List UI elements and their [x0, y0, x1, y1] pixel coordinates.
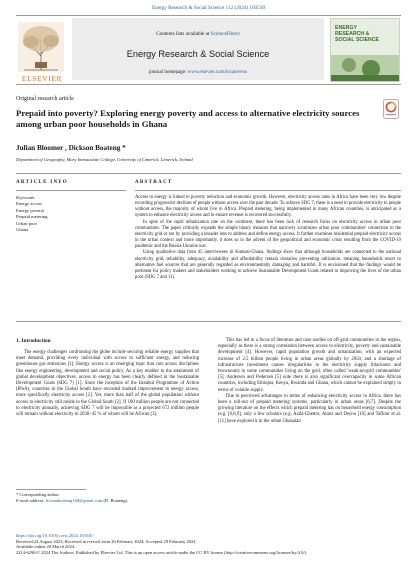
article-type: Original research article	[16, 96, 74, 102]
section-heading: 1. Introduction	[16, 338, 51, 344]
body-column-left	[16, 350, 199, 418]
body-column-right	[218, 338, 401, 425]
author-list[interactable]: Julian Bloomer , Dickson Boateng *	[16, 144, 126, 152]
check-for-updates-icon[interactable]	[383, 99, 399, 119]
article-info-heading: ARTICLE INFO	[16, 180, 68, 185]
elsevier-tree-logo	[18, 22, 64, 78]
abstract-paragraph: In spite of the rapid urbanization rate on the continent, there has been lack of research focus on electricity access in urban poor communities. The paper critically expands the simple binary measure that narrowly scrutinizes urban poor communities' connection to the electricity grid or not by providing a broader lens to address and define energy access. It further examines residential prepaid electricity access in the urban context and more importantly, it does so in the advent of the geopolitical and economic crisis resulting from the COVID-19 pandemic and the Russia-Ukraine war.	[135, 219, 401, 250]
divider	[16, 321, 401, 322]
keyword: Energy poverty	[16, 207, 45, 213]
contents-line	[72, 31, 324, 37]
homepage-prefix: journal homepage:	[149, 70, 188, 75]
abstract-body	[135, 195, 401, 281]
email-line	[16, 498, 216, 504]
doi-link[interactable]: https://doi.org/10.1016/j.erss.2024.103530	[16, 533, 93, 538]
footnote	[16, 492, 216, 504]
cover-title: ENERGY RESEARCH & SOCIAL SCIENCE	[335, 25, 380, 43]
email-label: E-mail address:	[16, 498, 45, 504]
license-line: 2214-6296/© 2024 The Authors. Published by Elsevier Ltd. This is an open access article under the CC BY license (http://creativecommons.org/licenses/by/4.0/).	[16, 549, 308, 555]
keyword: Prepaid metering	[16, 214, 48, 220]
sciencedirect-link[interactable]: ScienceDirect	[210, 31, 240, 37]
keyword: Urban poor	[16, 220, 38, 226]
journal-cover-thumbnail	[330, 18, 400, 82]
abstract-paragraph: Using qualitative data from 45 interviewees in Kumasi-Ghana, findings show that although households are connected to the national electricity grid, reliability, adequacy, availability and affordability remain obstacles preventing utilization, meaning households resort to alternative fuel sources that are generally regarded as environmentally damaging and harmful. It is envisioned that the findings would be pertinent for policy makers and stakeholders working to achieve Sustainable Development Goals related to improving the lives of the urban poor (SDG 7 and 11).	[135, 250, 401, 281]
abstract-paragraph: Access to energy is linked to poverty reduction and economic growth. However, electricity access rates in Africa have been very low despite recording progressive declines of people without access over the past decade. To achieve SDG 7, there is a need to provide electricity to people without access, the majority of whom live in Africa. Prepaid metering, being implemented in many African countries, is anticipated as a system to enhance electricity access and to ensure revenue is recovered successfully.	[135, 195, 401, 219]
publisher-name: ELSEVIER	[21, 74, 63, 83]
divider	[135, 190, 401, 191]
homepage-link[interactable]: www.elsevier.com/locate/erss	[187, 70, 247, 75]
received-dates: Received 24 August 2023; Received in revised form 26 February 2024; Accepted 29 February 2024	[16, 538, 196, 544]
journal-reference[interactable]: Energy Research & Social Science 112 (2024) 103530	[151, 5, 266, 11]
corresponding-author-note: * Corresponding author.	[16, 492, 60, 497]
divider	[16, 173, 401, 174]
journal-title: Energy Research & Social Science	[126, 49, 270, 59]
available-online: Available online 20 March 2024	[16, 544, 75, 550]
abstract-heading: ABSTRACT	[135, 180, 173, 185]
keywords-label: Keywords:	[16, 195, 36, 200]
body-paragraph: The energy challenges confronting the globe include securing reliable energy supplies that meet demand, providing every individual with access to sufficient energy, and reducing greenhouse gas emissions [1]. Energy access is an emerging topic that cuts across disciplines like energy engineering, development and social policy. As a key enabler to the attainment of global development objectives, access to energy has been clearly defined in the Sustainable Development Goals (SDG 7) [1]. Since the inception of the Istanbul Programme of Action (IPoA), countries in the Global South have recorded marked improvement in energy access, more specifically electricity access [2]. Yet, more than half of the global population without access to electricity still reside in the Global South [2]. If 100 million people are not connected to electricity annually, achieving SDG 7 will be impossible as a projected 672 million people will remain without electricity in 2030–45 % of whom will be African [3].	[16, 350, 199, 418]
keyword: Ghana	[16, 227, 28, 233]
cover-art	[331, 55, 399, 81]
paper-title: Prepaid into poverty? Exploring energy poverty and access to alternative electricity sources among urban poor households in Ghana	[16, 108, 360, 129]
publication-metadata	[16, 533, 406, 555]
divider	[16, 190, 126, 191]
body-paragraph: This has led to a focus of literature and case studies on off-grid communities in the region, especially as there is a strong correlation between access to electricity, poverty and sustainable development [4]. However, rapid population growth and urbanization, with an expected increase of 2.5 billion people living in urban areas globally by 2050, and a shortage of infrastructure investment causes irregularities in the electricity supply (blackouts and brownouts) in some communities living on the grid, often called 'weak-on-grid communities' [5]. Andersen and Pedersen [5] note there is also significant overcapacity in some African countries, including Ethiopia, Kenya, Rwanda and Ghana, which cannot be explained simply in terms of volatile supply.	[218, 338, 401, 393]
email-suffix: (D. Boateng).	[103, 498, 129, 504]
affiliation: Department of Geography, Mary Immaculate College, University of Limerick, Limerick, Ireland	[16, 157, 193, 162]
homepage-line	[72, 70, 324, 75]
keywords-block	[16, 195, 126, 233]
email-link[interactable]: liveamboateng168@gmail.com	[45, 498, 103, 504]
keyword: Energy access	[16, 201, 43, 207]
footnote-divider	[16, 489, 86, 490]
contents-prefix: Contents lists available at	[156, 31, 211, 37]
body-paragraph: Due to perceived advantages in terms of enhancing electricity access in Africa, there has been a roll-out of prepaid metering systems, particularly in urban areas [6,7]. Despite the growing literature on the effects which prepaid metering has on household energy consumption (e.g. [6,8,9], only a few scholars (e.g. Azila-Gbettor, Atatsi and Deynu [10] and Taffour et al. [11] have explored it in the urban Ghanaian	[218, 393, 401, 424]
